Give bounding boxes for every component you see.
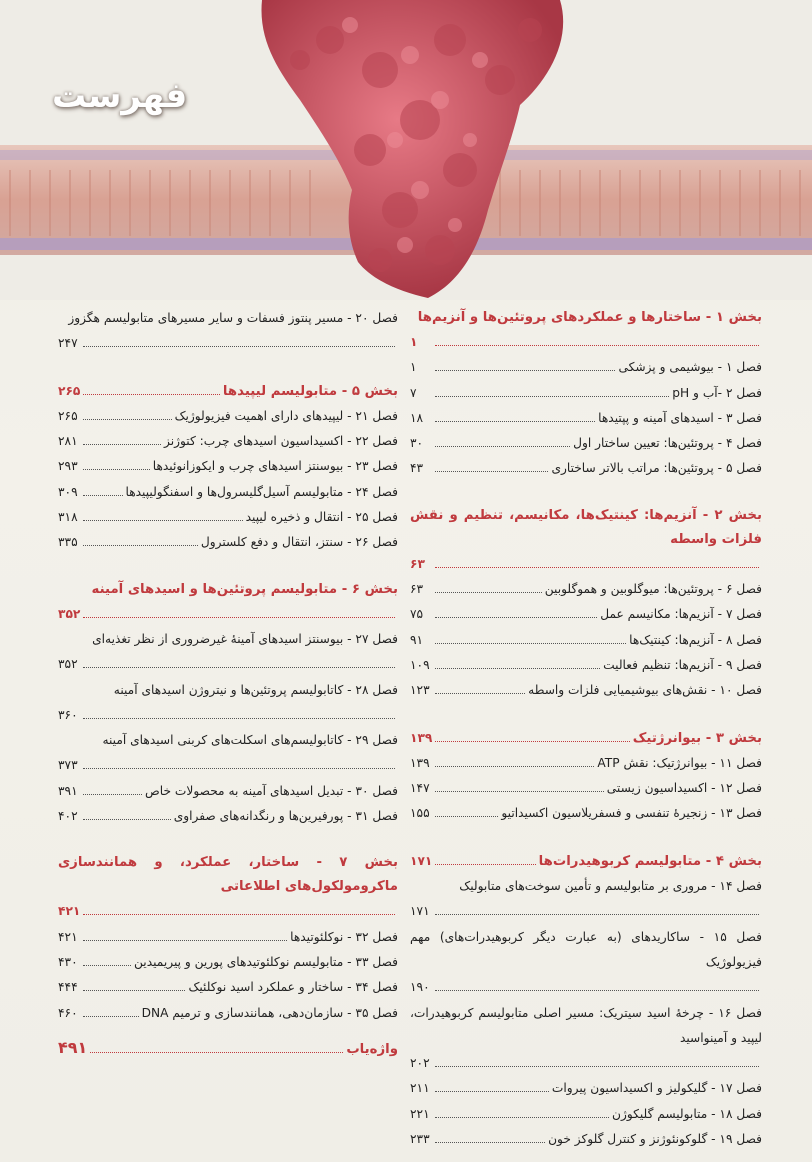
dot-leader <box>83 667 395 668</box>
toc-entry: فصل ۲۵ - انتقال و ذخیره لیپید ۳۱۸ <box>58 510 398 525</box>
section-heading-row <box>58 379 398 404</box>
dot-leader <box>83 520 243 521</box>
toc-entry-page: ۲۴۷ <box>58 331 398 356</box>
dot-leader <box>435 396 669 397</box>
toc-section <box>410 306 762 482</box>
dot-leader <box>435 1117 609 1118</box>
toc-entry: فصل ۲۷ - بیوسنتز اسیدهای آمینهٔ غیرضروری از نظر تغذیه‌ای <box>92 631 398 646</box>
toc-section <box>58 306 398 357</box>
dot-leader <box>435 1091 549 1092</box>
toc-entry-page: ۳۵۲ <box>58 652 398 677</box>
toc-entry: فصل ۳۰ - تبدیل اسیدهای آمینه به محصولات خاص ۳۹۱ <box>58 783 398 798</box>
dot-leader <box>435 864 535 865</box>
toc-entry: فصل ۷ - آنزیم‌ها: مکانیسم عمل ۷۵ <box>410 607 762 622</box>
toc-right-column <box>410 306 762 1162</box>
toc-section <box>58 578 398 830</box>
toc-entry: فصل ۱۷ - گلیکولیز و اکسیداسیون پیروات ۲۱۱ <box>410 1081 762 1096</box>
section-heading: بخش ۷ - ساختار، عملکرد، و همانندسازی ماکرومولکول‌های اطلاعاتی <box>58 855 398 895</box>
dot-leader <box>83 394 220 395</box>
dot-leader <box>83 914 395 915</box>
dot-leader <box>435 791 604 792</box>
dot-leader <box>435 567 759 568</box>
dot-leader <box>83 346 395 347</box>
toc-entry: فصل ۱۱ - بیوانرژتیک: نقش ATP ۱۳۹ <box>410 755 762 770</box>
toc-entry: فصل ۲۴ - متابولیسم آسیل‌گلیسرول‌ها و اسفنگولیپیدها ۳۰۹ <box>58 484 398 499</box>
toc-entry: فصل ۲۸ - کاتابولیسم پروتئین‌ها و نیتروژن اسیدهای آمینه <box>113 682 398 697</box>
toc-entry: فصل ۳۲ - نوکلئوتیدها ۴۲۱ <box>58 929 398 944</box>
dot-leader <box>435 990 759 991</box>
section-page-number: ۱۷۱ <box>410 853 433 868</box>
toc-entry: فصل ۲۲ - اکسیداسیون اسیدهای چرب: کتوژنز ۲۸۱ <box>58 434 398 449</box>
toc-section <box>410 504 762 704</box>
toc-entry: فصل ۱۸ - متابولیسم گلیکوژن ۲۲۱ <box>410 1106 762 1121</box>
toc-entry: فصل ۳۴ - ساختار و عملکرد اسید نوکلئیک ۴۴۴ <box>58 980 398 995</box>
dot-leader <box>90 1052 343 1053</box>
index-label: واژه‌یاب <box>346 1042 398 1057</box>
dot-leader <box>435 592 542 593</box>
toc-entry-page: ۲۰۲ <box>410 1051 762 1076</box>
section-page-number: ۳۵۲ <box>58 606 81 621</box>
toc-entry: فصل ۲ -آب و pH ۷ <box>410 385 762 400</box>
toc-entry: فصل ۲۰ - مسیر پنتوز فسفات و سایر مسیرهای متابولیسم هگزوز <box>68 311 398 325</box>
section-heading: بخش ۱ - ساختارها و عملکردهای پروتئین‌ها و آنزیم‌ها <box>417 310 762 325</box>
dot-leader <box>83 545 198 546</box>
section-heading: بخش ۳ - بیوانرژتیک <box>632 730 762 746</box>
toc-entry: فصل ۳۳ - متابولیسم نوکلئوتیدهای پورین و پیریمیدین ۴۳۰ <box>58 954 398 969</box>
toc-entry: فصل ۸ - آنزیم‌ها: کینتیک‌ها ۹۱ <box>410 632 762 647</box>
toc-entry: فصل ۱۰ - نقش‌های بیوشیمیایی فلزات واسطه ۱۲۳ <box>410 683 762 698</box>
dot-leader <box>83 495 123 496</box>
dot-leader <box>435 668 600 669</box>
dot-leader <box>435 370 615 371</box>
toc-entry-page: ۳۶۰ <box>58 703 398 728</box>
section-heading: بخش ۴ - متابولیسم کربوهیدرات‌ها <box>538 853 762 869</box>
toc-entry: فصل ۱۴ - مروری بر متابولیسم و تأمین سوخت‌های متابولیک <box>459 879 762 894</box>
dot-leader <box>435 693 525 694</box>
toc-entry: فصل ۶ - پروتئین‌ها: میوگلوبین و هموگلوبین ۶۳ <box>410 582 762 597</box>
section-page-row <box>410 552 762 577</box>
toc-entry: فصل ۱۲ - اکسیداسیون زیستی ۱۴۷ <box>410 781 762 796</box>
dot-leader <box>83 444 161 445</box>
toc-entry: فصل ۱۶ - چرخهٔ اسید سیتریک: مسیر اصلی متابولیسم کربوهیدرات، لیپید و آمینواسید <box>410 1005 762 1045</box>
section-heading: بخش ۶ - متابولیسم پروتئین‌ها و اسیدهای آمینه <box>91 581 398 597</box>
section-page-number: ۱۳۹ <box>410 730 433 745</box>
toc-entry: فصل ۳ - اسیدهای آمینه و پپتیدها ۱۸ <box>410 410 762 425</box>
toc-entry: فصل ۱ - بیوشیمی و پزشکی ۱ <box>410 360 762 375</box>
section-page-row <box>58 602 398 627</box>
section-heading: بخش ۵ - متابولیسم لیپیدها <box>222 383 398 399</box>
dot-leader <box>435 1142 545 1143</box>
dot-leader <box>83 965 131 966</box>
membrane-protein-illustration <box>0 0 812 300</box>
toc-entry: فصل ۹ - آنزیم‌ها: تنظیم فعالیت ۱۰۹ <box>410 657 762 672</box>
toc-section <box>410 726 762 827</box>
toc-entry: فصل ۲۹ - کاتابولیسم‌های اسکلت‌های کربنی اسیدهای آمینه <box>102 733 398 748</box>
dot-leader <box>83 617 395 618</box>
section-heading-row <box>410 849 762 874</box>
section-page-row <box>410 330 762 355</box>
dot-leader <box>435 345 759 346</box>
dot-leader <box>83 469 150 470</box>
dot-leader <box>435 421 595 422</box>
section-page-number: ۶۳ <box>410 556 425 571</box>
dot-leader <box>83 794 142 795</box>
dot-leader <box>83 718 395 719</box>
dot-leader <box>435 446 570 447</box>
dot-leader <box>83 768 395 769</box>
dot-leader <box>435 471 548 472</box>
toc-entry: فصل ۲۶ - سنتز، انتقال و دفع کلسترول ۳۳۵ <box>58 535 398 550</box>
dot-leader <box>83 990 185 991</box>
dot-leader <box>83 419 172 420</box>
dot-leader <box>435 766 594 767</box>
section-page-number: ۴۲۱ <box>58 904 81 919</box>
dot-leader <box>435 1066 759 1067</box>
toc-entry: فصل ۱۵ - ساکاریدهای (به عبارت دیگر کربوهیدرات‌های) مهم فیزیولوژیک <box>410 929 762 969</box>
section-heading-row <box>410 726 762 751</box>
dot-leader <box>435 643 626 644</box>
dot-leader <box>435 914 759 915</box>
dot-leader <box>83 1016 139 1017</box>
index-entry <box>58 1035 398 1062</box>
dot-leader <box>83 819 171 820</box>
dot-leader <box>83 940 287 941</box>
toc-left-column <box>58 306 398 1048</box>
index-page-number: ۴۹۱ <box>58 1038 88 1057</box>
dot-leader <box>435 741 629 742</box>
dot-leader <box>435 816 498 817</box>
section-page-number: ۱ <box>410 335 418 349</box>
toc-entry: فصل ۴ - پروتئین‌ها: تعیین ساختار اول ۳۰ <box>410 436 762 451</box>
toc-entry: فصل ۱۹ - گلوکونئوژنز و کنترل گلوکز خون ۲۳۳ <box>410 1132 762 1147</box>
section-page-number: ۲۶۵ <box>58 383 81 398</box>
dot-leader <box>435 617 597 618</box>
page-title: فهرست <box>52 76 188 116</box>
toc-entry-page: ۱۹۰ <box>410 975 762 1000</box>
toc-entry: فصل ۱۳ - زنجیرهٔ تنفسی و فسفریلاسیون اکسیداتیو ۱۵۵ <box>410 806 762 821</box>
toc-section <box>58 379 398 556</box>
toc-entry-page: ۳۷۳ <box>58 753 398 778</box>
toc-entry: فصل ۲۱ - لیپیدهای دارای اهمیت فیزیولوژیک ۲۶۵ <box>58 408 398 423</box>
toc-entry-page: ۱۷۱ <box>410 899 762 924</box>
section-page-row <box>58 899 398 924</box>
toc-entry: فصل ۳۱ - پورفیرین‌ها و رنگدانه‌های صفراوی ۴۰۲ <box>58 809 398 824</box>
toc-section <box>410 849 762 1153</box>
toc-entry: فصل ۲۳ - بیوسنتز اسیدهای چرب و ایکوزانوئیدها ۲۹۳ <box>58 459 398 474</box>
toc-entry: فصل ۵ - پروتئین‌ها: مراتب بالاتر ساختاری ۴۳ <box>410 461 762 476</box>
section-heading: بخش ۲ - آنزیم‌ها: کینتیک‌ها، مکانیسم، تنظیم و نقش فلزات واسطه <box>410 507 762 547</box>
toc-section <box>58 851 398 1025</box>
toc-entry: فصل ۳۵ - سازمان‌دهی، همانندسازی و ترمیم DNA ۴۶۰ <box>58 1005 398 1020</box>
